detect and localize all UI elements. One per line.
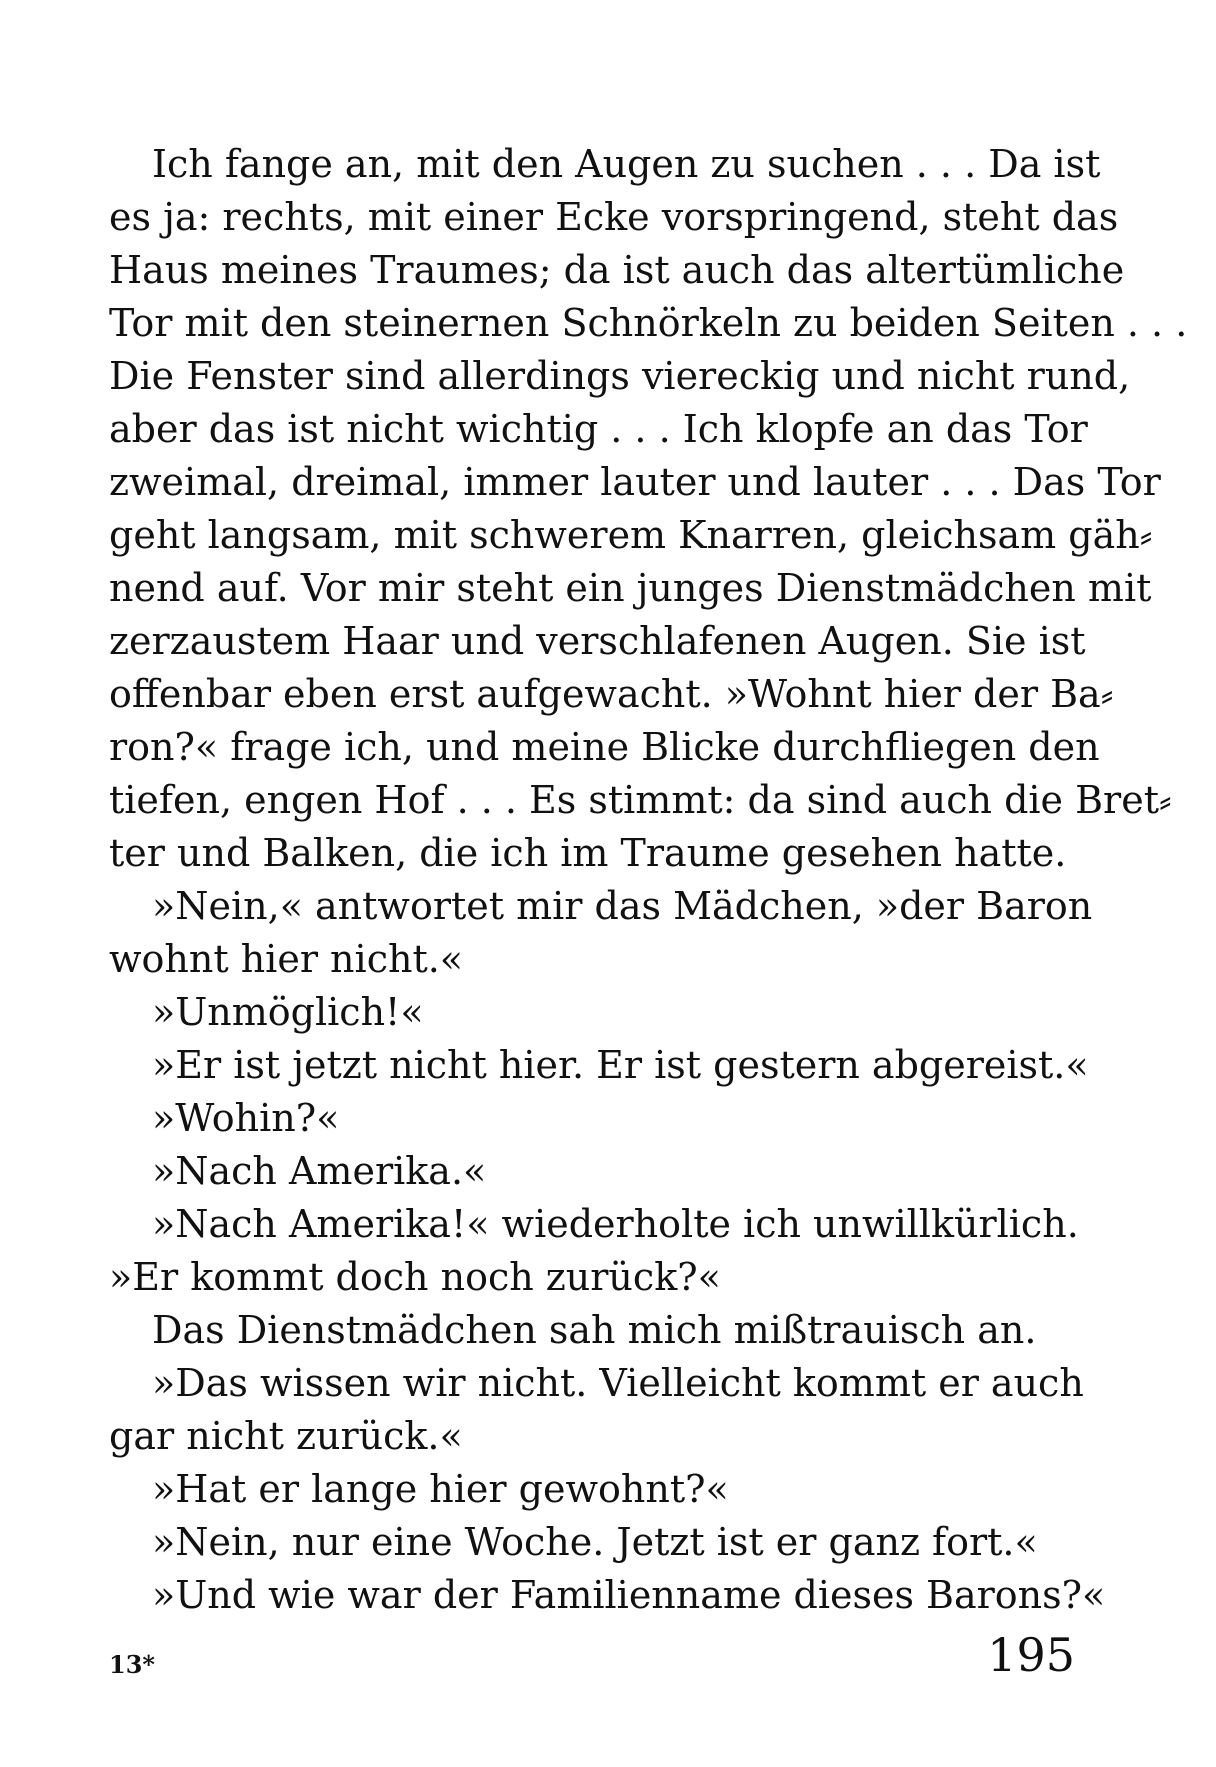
- signature-mark: 13*: [109, 1650, 155, 1679]
- text-line: nend auf. Vor mir steht ein junges Dienstmädchen mit: [109, 566, 1152, 610]
- page-number: 195: [987, 1628, 1075, 1682]
- text-line: Haus meines Traumes; da ist auch das altertümliche: [109, 248, 1125, 292]
- text-line: »Das wissen wir nicht. Vielleicht kommt er auch: [152, 1361, 1084, 1405]
- text-line: Ich fange an, mit den Augen zu suchen . . . Da ist: [152, 142, 1101, 186]
- text-line: wohnt hier nicht.«: [109, 937, 464, 981]
- text-line: »Wohin?«: [152, 1096, 340, 1140]
- body-text: [109, 138, 1188, 1622]
- text-line: ron?« frage ich, und meine Blicke durchfliegen den: [109, 725, 1100, 769]
- text-line: Tor mit den steinernen Schnörkeln zu beiden Seiten . . .: [109, 301, 1188, 345]
- text-line: Die Fenster sind allerdings viereckig und nicht rund,: [109, 354, 1131, 398]
- text-line: »Und wie war der Familienname dieses Barons?«: [152, 1573, 1106, 1617]
- text-line: Das Dienstmädchen sah mich mißtrauisch an.: [152, 1308, 1037, 1352]
- text-line: »Nein,« antwortet mir das Mädchen, »der Baron: [152, 884, 1093, 928]
- text-line: »Nach Amerika.«: [152, 1149, 487, 1193]
- text-line: »Nein, nur eine Woche. Jetzt ist er ganz fort.«: [152, 1520, 1038, 1564]
- text-line: ter und Balken, die ich im Traume gesehen hatte.: [109, 831, 1067, 875]
- text-line: »Er kommt doch noch zurück?«: [109, 1255, 721, 1299]
- text-line: zweimal, dreimal, immer lauter und lauter . . . Das Tor: [109, 460, 1161, 504]
- text-line: es ja: rechts, mit einer Ecke vorspringend, steht das: [109, 195, 1119, 239]
- text-line: aber das ist nicht wichtig . . . Ich klopfe an das Tor: [109, 407, 1088, 451]
- text-line: zerzaustem Haar und verschlafenen Augen. Sie ist: [109, 619, 1086, 663]
- text-line: gar nicht zurück.«: [109, 1414, 463, 1458]
- text-line: »Nach Amerika!« wiederholte ich unwillkürlich.: [152, 1202, 1079, 1246]
- text-line: geht langsam, mit schwerem Knarren, gleichsam gäh⸗: [109, 513, 1153, 557]
- text-line: offenbar eben erst aufgewacht. »Wohnt hier der Ba⸗: [109, 672, 1114, 716]
- text-line: tiefen, engen Hof . . . Es stimmt: da sind auch die Bret⸗: [109, 778, 1172, 822]
- text-line: »Er ist jetzt nicht hier. Er ist gestern abgereist.«: [152, 1043, 1089, 1087]
- text-line: »Unmöglich!«: [152, 990, 424, 1034]
- text-line: »Hat er lange hier gewohnt?«: [152, 1467, 729, 1511]
